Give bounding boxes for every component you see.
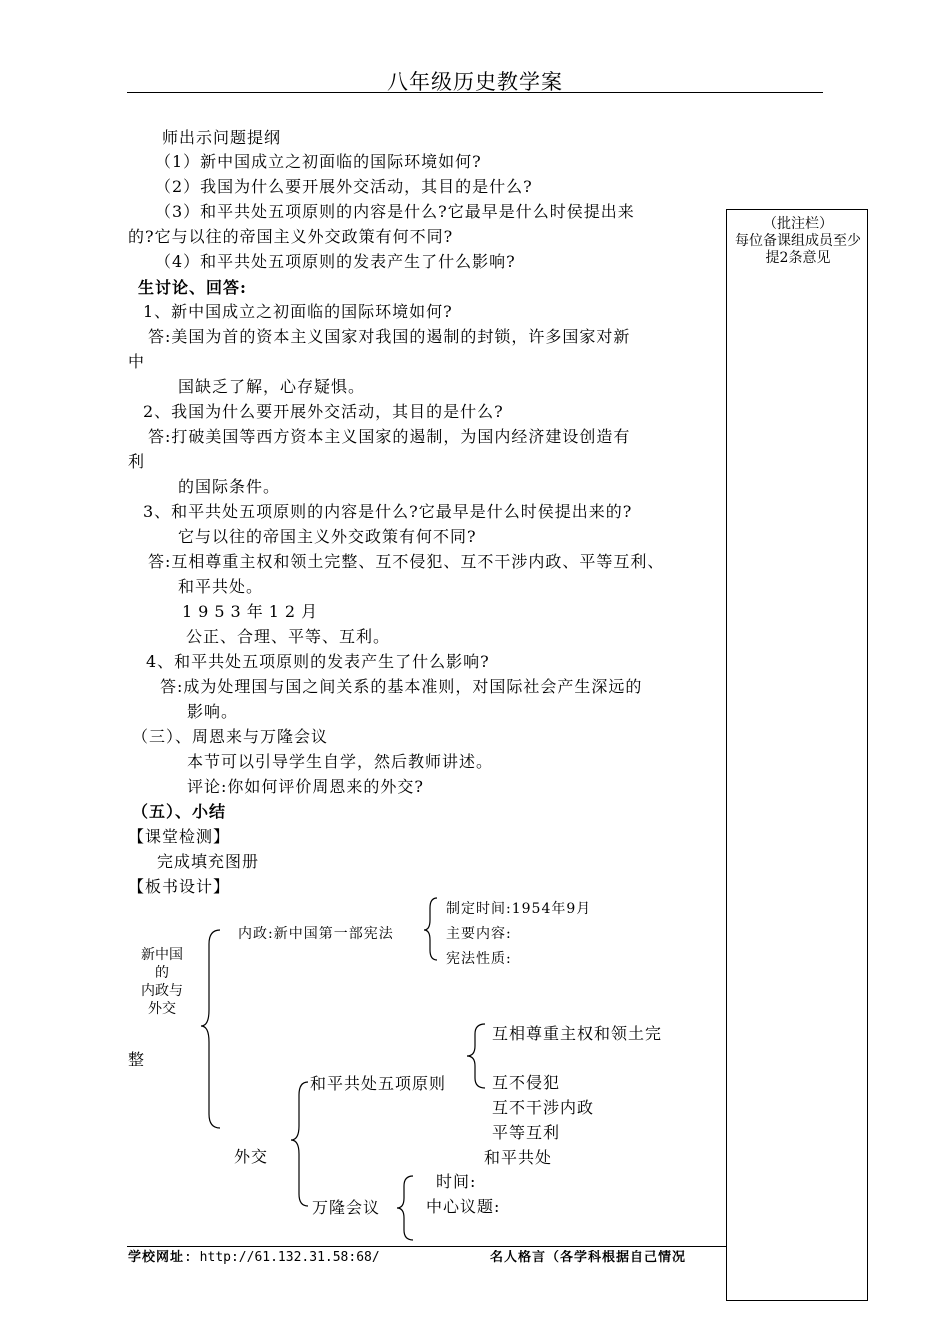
answer-1-line3: 国缺乏了解，心存疑惧。 bbox=[178, 377, 366, 396]
constitution-brace bbox=[424, 898, 437, 960]
question-4: （4）和平共处五项原则的发表产生了什么影响? bbox=[155, 252, 516, 271]
board-stray-char: 整 bbox=[128, 1050, 146, 1069]
check-line: 完成填充图册 bbox=[157, 852, 260, 871]
question-1: （1）新中国成立之初面临的国际环境如何? bbox=[155, 152, 482, 171]
board-hp-item: 互不干涉内政 bbox=[492, 1098, 595, 1117]
answer-4-line2: 影响。 bbox=[187, 702, 239, 721]
question-3-line1: （3）和平共处五项原则的内容是什么?它最早是什么时侯提出来 bbox=[155, 202, 635, 221]
board-neizheng: 内政:新中国第一部宪法 bbox=[238, 926, 394, 942]
root-brace bbox=[201, 930, 220, 1128]
footer-site-url[interactable]: : http://61.132.31.58:68/ bbox=[184, 1250, 380, 1265]
answer-2-line2: 利 bbox=[128, 452, 146, 471]
answer-4-line1: 答:成为处理国与国之间关系的基本准则，对国际社会产生深远的 bbox=[160, 677, 643, 696]
section-5-heading: （五）、小结 bbox=[132, 802, 227, 821]
board-nz-item: 主要内容: bbox=[446, 926, 512, 942]
board-root bbox=[136, 946, 188, 1018]
board-wl-item: 中心议题: bbox=[426, 1197, 501, 1216]
five-principles-brace bbox=[467, 1024, 485, 1088]
page-title: 八年级历史教学案 bbox=[387, 70, 563, 94]
section-3-line2: 评论:你如何评价周恩来的外交? bbox=[187, 777, 424, 796]
answer-3-question-line1: 3、和平共处五项原则的内容是什么?它最早是什么时侯提出来的? bbox=[143, 502, 633, 521]
answer-3-question-line2: 它与以往的帝国主义外交政策有何不同? bbox=[178, 527, 477, 546]
board-root-line: 外交 bbox=[148, 1001, 176, 1017]
board-heading: 【板书设计】 bbox=[128, 877, 231, 896]
answer-3-line4: 公正、合理、平等、互利。 bbox=[186, 627, 391, 646]
section-3-line1: 本节可以引导学生自学，然后教师讲述。 bbox=[187, 752, 494, 771]
footer-quote bbox=[490, 1250, 726, 1266]
bandung-brace bbox=[397, 1176, 413, 1240]
answer-1-question: 1、新中国成立之初面临的国际环境如何? bbox=[143, 302, 453, 321]
annotation-note: 每位备课组成员至少提2条意见 bbox=[735, 233, 861, 266]
board-hp-item: 互相尊重主权和领土完 bbox=[492, 1024, 663, 1043]
board-root-line: 内政与 bbox=[141, 983, 183, 999]
check-heading: 【课堂检测】 bbox=[128, 827, 231, 846]
board-waijiao: 外交 bbox=[234, 1147, 269, 1166]
board-heping: 和平共处五项原则 bbox=[310, 1074, 447, 1093]
footer-site-label: 学校网址 bbox=[128, 1250, 185, 1265]
board-nz-item: 宪法性质: bbox=[446, 951, 512, 967]
answer-2-line3: 的国际条件。 bbox=[178, 477, 281, 496]
answer-1-line2: 中 bbox=[128, 352, 146, 371]
answer-4-question: 4、和平共处五项原则的发表产生了什么影响? bbox=[146, 652, 490, 671]
board-wanlong: 万隆会议 bbox=[312, 1198, 381, 1217]
board-hp-item: 和平共处 bbox=[484, 1148, 553, 1167]
answer-2-line1: 答:打破美国等西方资本主义国家的遏制，为国内经济建设创造有 bbox=[148, 427, 631, 446]
foreign-brace bbox=[291, 1082, 308, 1206]
section-3-heading: （三）、周恩来与万隆会议 bbox=[132, 727, 329, 746]
answer-3-date: 1953年12月 bbox=[182, 602, 324, 621]
answer-3-line1: 答:互相尊重主权和领土完整、互不侵犯、互不干涉内政、平等互利、 bbox=[148, 552, 665, 571]
discussion-heading: 生讨论、回答: bbox=[138, 278, 247, 297]
question-2: （2）我国为什么要开展外交活动，其目的是什么? bbox=[155, 177, 533, 196]
board-root-line: 新中国 bbox=[141, 947, 183, 963]
footer-site bbox=[128, 1250, 380, 1266]
answer-1-line1: 答:美国为首的资本主义国家对我国的遏制的封锁，许多国家对新 bbox=[148, 327, 631, 346]
board-hp-item: 平等互利 bbox=[492, 1123, 561, 1142]
board-root-line: 的 bbox=[155, 965, 169, 981]
footer-divider bbox=[127, 1246, 727, 1247]
board-wl-item: 时间: bbox=[436, 1172, 477, 1191]
footer-quote-label: 名人格言（各学科根据自己情况 bbox=[490, 1250, 687, 1265]
outline-title: 师出示问题提纲 bbox=[162, 128, 282, 147]
question-3-line2: 的?它与以往的帝国主义外交政策有何不同? bbox=[128, 227, 454, 246]
board-nz-item: 制定时间:1954年9月 bbox=[446, 901, 592, 917]
answer-2-question: 2、我国为什么要开展外交活动，其目的是什么? bbox=[143, 402, 504, 421]
board-hp-item: 互不侵犯 bbox=[492, 1073, 561, 1092]
answer-3-line2: 和平共处。 bbox=[178, 577, 264, 596]
annotation-title: （批注栏） bbox=[763, 216, 833, 232]
